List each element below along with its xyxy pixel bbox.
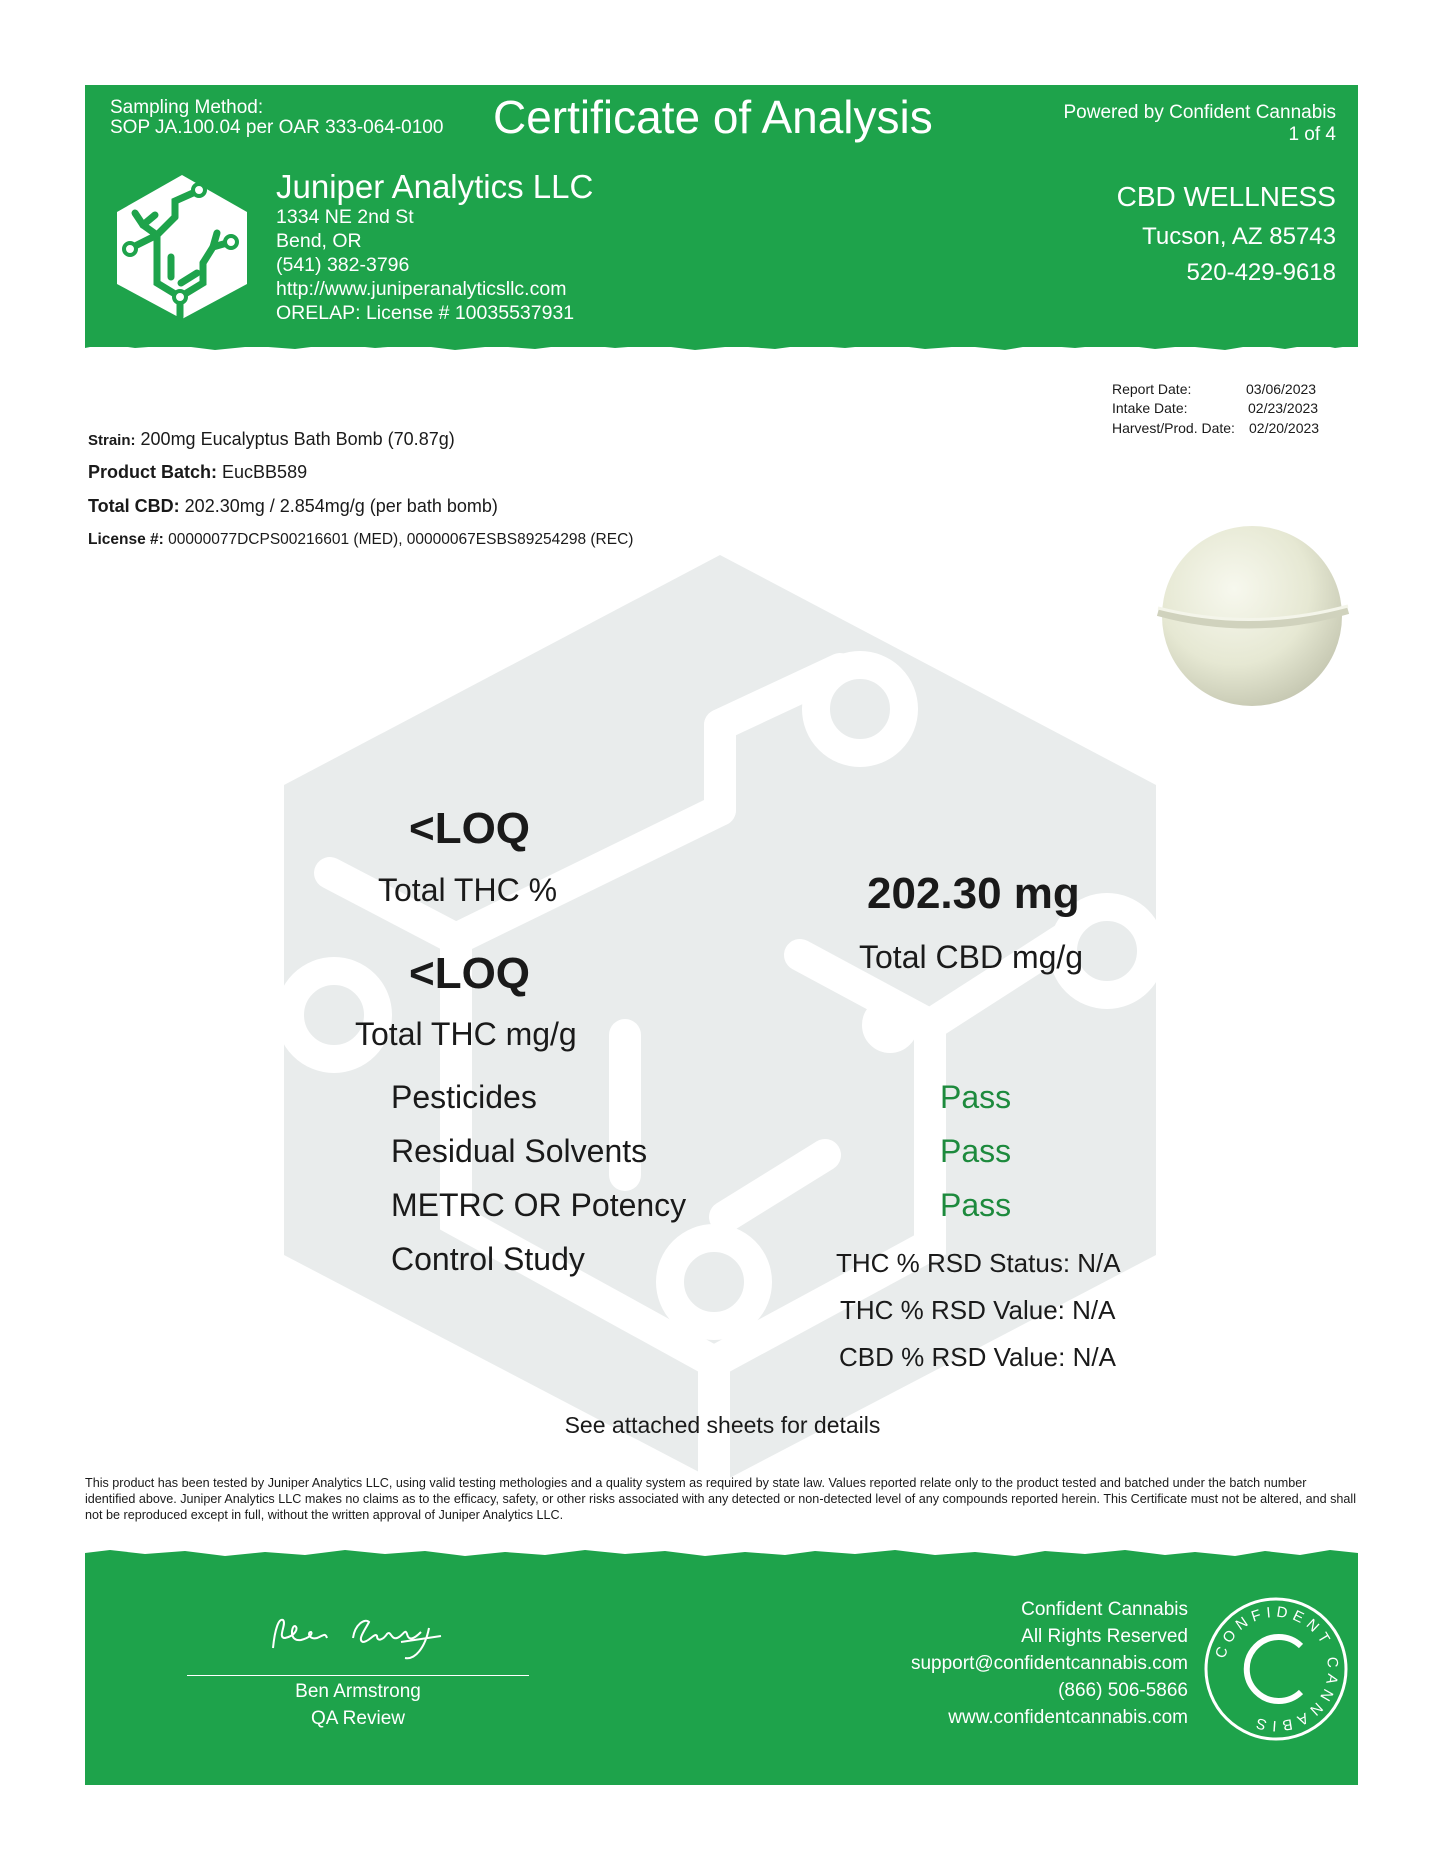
- cc-name: Confident Cannabis: [1021, 1599, 1188, 1620]
- license-row: [88, 530, 633, 549]
- strain-row: [88, 428, 455, 452]
- lab-address-line1: 1334 NE 2nd St: [276, 206, 414, 228]
- intake-date-label: Intake Date:: [1112, 400, 1188, 416]
- page-number: 1 of 4: [1288, 124, 1336, 145]
- sampling-method-label: Sampling Method:: [110, 97, 264, 118]
- page-title: Certificate of Analysis: [493, 91, 933, 143]
- strain-value: 200mg Eucalyptus Bath Bomb (70.87g): [140, 429, 455, 449]
- signer-role: QA Review: [311, 1708, 405, 1729]
- footer-torn-edge: [85, 1545, 1358, 1561]
- cbd-rsd-value: CBD % RSD Value: N/A: [839, 1342, 1116, 1372]
- lab-website[interactable]: http://www.juniperanalyticsllc.com: [276, 278, 567, 300]
- test-result-residual-solvents: Pass: [940, 1133, 1012, 1169]
- client-city: Tucson, AZ 85743: [1142, 223, 1336, 250]
- batch-value: EucBB589: [222, 462, 308, 482]
- batch-label: Product Batch:: [88, 462, 218, 482]
- test-result-metrc-potency: Pass: [940, 1187, 1012, 1223]
- lab-license: ORELAP: License # 10035537931: [276, 302, 575, 324]
- confident-cannabis-seal-icon: [1201, 1594, 1351, 1744]
- cc-rights: All Rights Reserved: [1021, 1626, 1188, 1647]
- client-name: CBD WELLNESS: [1116, 181, 1336, 212]
- total-cbd-value: 202.30mg / 2.854mg/g (per bath bomb): [184, 496, 498, 516]
- test-name-metrc-potency: METRC OR Potency: [391, 1187, 687, 1223]
- lab-address-line2: Bend, OR: [276, 230, 362, 252]
- thc-rsd-status: THC % RSD Status: N/A: [836, 1248, 1121, 1278]
- harvest-date-label: Harvest/Prod. Date:: [1112, 420, 1235, 436]
- product-photo: [1148, 520, 1358, 715]
- license-label: License #:: [88, 531, 164, 548]
- lab-name: Juniper Analytics LLC: [276, 168, 594, 205]
- seal-text: CONFIDENT CANNABIS: [1212, 1603, 1342, 1735]
- batch-row: [88, 461, 307, 483]
- sampling-method-value: SOP JA.100.04 per OAR 333-064-0100: [110, 117, 444, 138]
- strain-label: Strain:: [88, 432, 136, 449]
- total-thc-pct-label: Total THC %: [378, 872, 558, 908]
- thc-rsd-value: THC % RSD Value: N/A: [840, 1295, 1116, 1325]
- intake-date-value: 02/23/2023: [1248, 400, 1319, 416]
- client-phone: 520-429-9618: [1186, 259, 1336, 286]
- test-result-pesticides: Pass: [940, 1079, 1012, 1115]
- test-name-pesticides: Pesticides: [391, 1079, 537, 1115]
- cc-phone: (866) 506-5866: [1058, 1680, 1188, 1701]
- signature-line: [187, 1675, 529, 1676]
- test-name-control-study: Control Study: [391, 1241, 585, 1277]
- total-cbd-result-label: Total CBD mg/g: [859, 939, 1084, 975]
- total-thc-mg-value: <LOQ: [409, 949, 531, 998]
- signature-image: [265, 1608, 465, 1668]
- test-name-residual-solvents: Residual Solvents: [391, 1133, 648, 1169]
- total-cbd-row: [88, 495, 498, 517]
- footer-banner: [85, 1560, 1358, 1785]
- license-value: 00000077DCPS00216601 (MED), 00000067ESBS89254298 (REC): [168, 531, 634, 548]
- header-torn-edge: [85, 339, 1358, 355]
- total-cbd-label: Total CBD:: [88, 496, 180, 516]
- report-date-label: Report Date:: [1112, 381, 1192, 397]
- cc-website[interactable]: www.confidentcannabis.com: [948, 1707, 1188, 1728]
- powered-by: Powered by Confident Cannabis: [1063, 102, 1336, 123]
- total-thc-mg-label: Total THC mg/g: [355, 1016, 577, 1052]
- cc-email[interactable]: support@confidentcannabis.com: [910, 1653, 1188, 1674]
- header-banner: [85, 85, 1358, 347]
- lab-phone: (541) 382-3796: [276, 254, 410, 276]
- see-attached-note: See attached sheets for details: [564, 1412, 881, 1438]
- harvest-date-value: 02/20/2023: [1249, 420, 1320, 436]
- total-thc-pct-value: <LOQ: [409, 804, 531, 853]
- report-date-value: 03/06/2023: [1246, 381, 1317, 397]
- total-cbd-result-value: 202.30 mg: [867, 869, 1080, 918]
- signer-name: Ben Armstrong: [295, 1681, 421, 1702]
- disclaimer: This product has been tested by Juniper Analytics LLC, using valid testing methologies and a quality system as required by state law. Values reported relate only to the product tested and batched under the batch number identified above. Juniper Analytics LLC makes no claims as to the efficacy, safety, or other risks associated with any detected or non-detected level of any compounds reported herein. This Certificate must not be altered, and shall not be reproduced except in full, without the written approval of Juniper Analytics LLC.: [85, 1476, 1357, 1522]
- juniper-logo-icon: [113, 173, 251, 321]
